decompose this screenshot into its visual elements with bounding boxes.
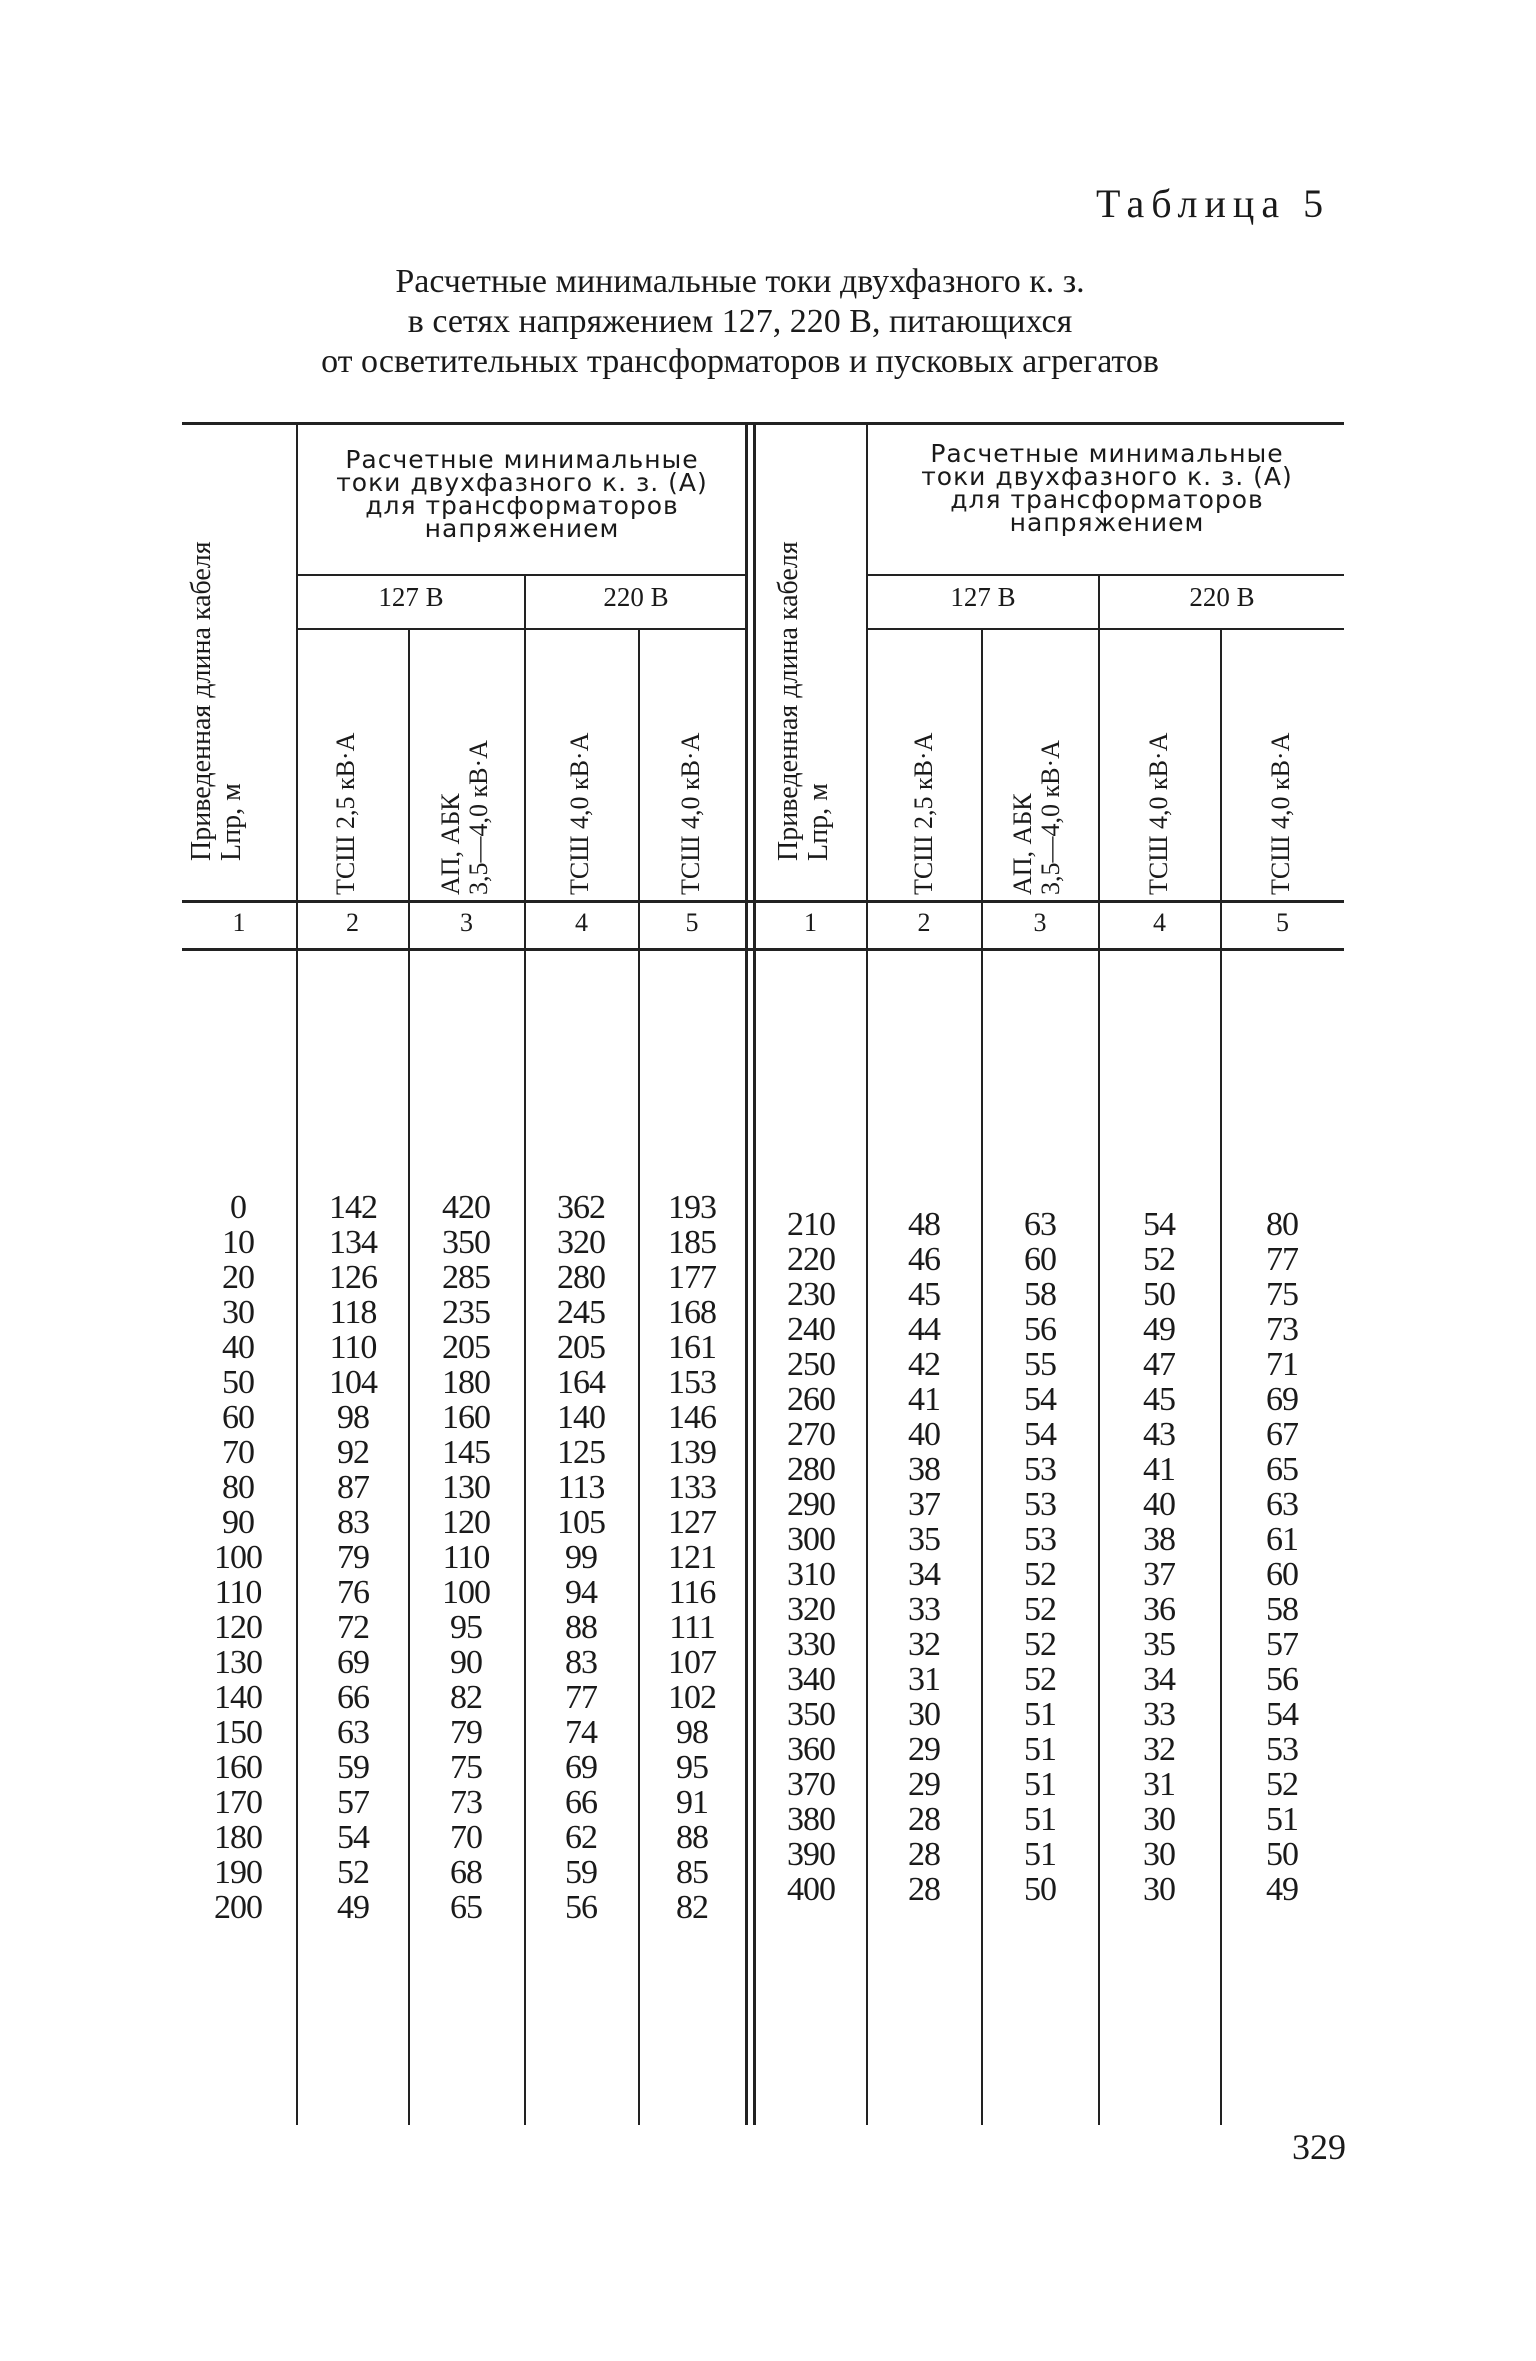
table-cell: 35 [1143, 1626, 1175, 1663]
table-cell: 28 [908, 1836, 940, 1873]
table-cell: 52 [1266, 1766, 1298, 1803]
table-cell: 370 [787, 1766, 835, 1803]
colnum-3-right: 3 [1033, 908, 1047, 937]
table-cell: 51 [1266, 1801, 1298, 1838]
table-cell: 40 [1143, 1486, 1175, 1523]
table-cell: 80 [222, 1469, 254, 1506]
table-cell: 70 [222, 1434, 254, 1471]
table-cell: 77 [565, 1679, 597, 1716]
table-cell: 75 [1266, 1276, 1298, 1313]
table-cell: 67 [1266, 1416, 1298, 1453]
table-cell: 107 [668, 1644, 716, 1681]
table-cell: 139 [668, 1434, 716, 1471]
table-cell: 126 [329, 1259, 377, 1296]
table-cell: 142 [329, 1189, 377, 1226]
table-cell: 79 [337, 1539, 369, 1576]
table-cell: 95 [676, 1749, 708, 1786]
table-cell: 146 [668, 1399, 716, 1436]
col-ap-left [410, 1190, 522, 1925]
table-cell: 57 [1266, 1626, 1298, 1663]
voltage-220-right: 220 В [1189, 582, 1255, 612]
table-cell: 71 [1266, 1346, 1298, 1383]
page-number: 329 [1292, 2127, 1346, 2167]
table-cell: 45 [908, 1276, 940, 1313]
table-cell: 50 [222, 1364, 254, 1401]
table-cell: 235 [442, 1294, 490, 1331]
table-cell: 180 [442, 1364, 490, 1401]
table-cell: 54 [1266, 1696, 1298, 1733]
table-cell: 260 [787, 1381, 835, 1418]
table-cell: 185 [668, 1224, 716, 1261]
table-cell: 52 [337, 1854, 369, 1891]
table-cell: 90 [450, 1644, 482, 1681]
table-cell: 77 [1266, 1241, 1298, 1278]
table-cell: 69 [565, 1749, 597, 1786]
group-rule-left [297, 574, 747, 576]
table-cell: 63 [1024, 1206, 1056, 1243]
table-cell: 161 [668, 1329, 716, 1366]
col-tssh40-right [1100, 1207, 1218, 1907]
table-cell: 51 [1024, 1836, 1056, 1873]
table-cell: 50 [1266, 1836, 1298, 1873]
table-cell: 52 [1024, 1661, 1056, 1698]
colnum-1-right: 1 [804, 908, 817, 937]
table-cell: 20 [222, 1259, 254, 1296]
table-cell: 140 [557, 1399, 605, 1436]
col-tssh40b-header-right: ТСШ 4,0 кВ·А [1266, 732, 1295, 895]
col-tssh40b-left [640, 1190, 744, 1925]
col-tssh25-header-left: ТСШ 2,5 кВ·А [331, 732, 360, 895]
table-cell: 110 [214, 1574, 262, 1611]
table-cell: 32 [908, 1626, 940, 1663]
table-cell: 60 [1024, 1241, 1056, 1278]
table-cell: 65 [1266, 1451, 1298, 1488]
table-cell: 52 [1143, 1241, 1175, 1278]
table-cell: 45 [1143, 1381, 1175, 1418]
col-tssh40b-header-left: ТСШ 4,0 кВ·А [676, 732, 705, 895]
table-cell: 37 [1143, 1556, 1175, 1593]
group-heading-right: Расчетные минимальные токи двухфазного к. з. (А) для трансформаторов напряжением [921, 439, 1293, 537]
table-cell: 58 [1266, 1591, 1298, 1628]
table-cell: 49 [1266, 1871, 1298, 1908]
table-cell: 10 [222, 1224, 254, 1261]
table-cell: 52 [1024, 1626, 1056, 1663]
table-cell: 62 [565, 1819, 597, 1856]
table-cell: 125 [557, 1434, 605, 1471]
table-cell: 360 [787, 1731, 835, 1768]
table-cell: 41 [908, 1381, 940, 1418]
table-cell: 30 [222, 1294, 254, 1331]
table-cell: 83 [337, 1504, 369, 1541]
table-cell: 59 [337, 1749, 369, 1786]
table-cell: 73 [450, 1784, 482, 1821]
table-cell: 30 [1143, 1801, 1175, 1838]
table-cell: 104 [329, 1364, 377, 1401]
table-cell: 205 [442, 1329, 490, 1366]
table-cell: 190 [214, 1854, 262, 1891]
col-tssh40-left [526, 1190, 636, 1925]
table-cell: 66 [337, 1679, 369, 1716]
table-cell: 70 [450, 1819, 482, 1856]
table-cell: 32 [1143, 1731, 1175, 1768]
table-cell: 0 [230, 1189, 246, 1226]
table-cell: 41 [1143, 1451, 1175, 1488]
table-cell: 380 [787, 1801, 835, 1838]
table-cell: 28 [908, 1871, 940, 1908]
table-cell: 56 [565, 1889, 597, 1926]
caption-line-2: в сетях напряжением 127, 220 В, питающихся [407, 303, 1073, 340]
table-cell: 87 [337, 1469, 369, 1506]
col-tssh25-left [300, 1190, 406, 1925]
table-cell: 74 [565, 1714, 597, 1751]
table-cell: 38 [1143, 1521, 1175, 1558]
table-cell: 120 [214, 1609, 262, 1646]
table-cell: 52 [1024, 1556, 1056, 1593]
table-cell: 170 [214, 1784, 262, 1821]
table-cell: 245 [557, 1294, 605, 1331]
table-cell: 362 [557, 1189, 605, 1226]
table-cell: 49 [1143, 1311, 1175, 1348]
table-cell: 68 [450, 1854, 482, 1891]
table-cell: 33 [908, 1591, 940, 1628]
table-cell: 50 [1024, 1871, 1056, 1908]
table-cell: 285 [442, 1259, 490, 1296]
table-cell: 56 [1024, 1311, 1056, 1348]
colnum-2-left: 2 [346, 908, 359, 937]
table-cell: 116 [668, 1574, 716, 1611]
table-top-rule [182, 422, 1344, 425]
table-cell: 61 [1266, 1521, 1298, 1558]
table-cell: 153 [668, 1364, 716, 1401]
length-header-left: Приведенная длина кабеля Lпр, м [186, 541, 247, 861]
table-cell: 79 [450, 1714, 482, 1751]
table-cell: 38 [908, 1451, 940, 1488]
table-cell: 56 [1266, 1661, 1298, 1698]
table-cell: 59 [565, 1854, 597, 1891]
table-cell: 420 [442, 1189, 490, 1226]
table-cell: 52 [1024, 1591, 1056, 1628]
table-cell: 82 [676, 1889, 708, 1926]
table-cell: 99 [565, 1539, 597, 1576]
table-cell: 47 [1143, 1346, 1175, 1383]
voltage-220-left: 220 В [603, 582, 669, 612]
caption-line-3: от осветительных трансформаторов и пусковых агрегатов [321, 343, 1159, 380]
table-cell: 400 [787, 1871, 835, 1908]
table-cell: 164 [557, 1364, 605, 1401]
table-cell: 75 [450, 1749, 482, 1786]
table-cell: 82 [450, 1679, 482, 1716]
col-ap-right [983, 1207, 1097, 1907]
table-cell: 193 [668, 1189, 716, 1226]
table-cell: 63 [337, 1714, 369, 1751]
table-cell: 48 [908, 1206, 940, 1243]
table-cell: 72 [337, 1609, 369, 1646]
table-cell: 43 [1143, 1416, 1175, 1453]
table-cell: 140 [214, 1679, 262, 1716]
table-cell: 110 [442, 1539, 490, 1576]
table-cell: 60 [1266, 1556, 1298, 1593]
table-cell: 51 [1024, 1696, 1056, 1733]
table-cell: 51 [1024, 1801, 1056, 1838]
table-cell: 98 [337, 1399, 369, 1436]
table-cell: 180 [214, 1819, 262, 1856]
table-cell: 88 [565, 1609, 597, 1646]
table-cell: 29 [908, 1731, 940, 1768]
col-tssh25-right [868, 1207, 980, 1907]
table-cell: 102 [668, 1679, 716, 1716]
table-cell: 76 [337, 1574, 369, 1611]
table-cell: 57 [337, 1784, 369, 1821]
table-cell: 54 [1143, 1206, 1175, 1243]
table-cell: 28 [908, 1801, 940, 1838]
table-cell: 240 [787, 1311, 835, 1348]
voltage-rule-left [297, 628, 747, 630]
table-cell: 95 [450, 1609, 482, 1646]
table-cell: 30 [1143, 1871, 1175, 1908]
table-cell: 36 [1143, 1591, 1175, 1628]
vrule-1 [296, 425, 298, 2125]
table-cell: 210 [787, 1206, 835, 1243]
table-cell: 134 [329, 1224, 377, 1261]
header-bottom-rule [182, 900, 1344, 903]
col-tssh40-header-right: ТСШ 4,0 кВ·А [1144, 732, 1173, 895]
table-cell: 44 [908, 1311, 940, 1348]
table-cell: 300 [787, 1521, 835, 1558]
table-cell: 46 [908, 1241, 940, 1278]
table-cell: 100 [214, 1539, 262, 1576]
table-cell: 54 [1024, 1381, 1056, 1418]
table-cell: 83 [565, 1644, 597, 1681]
table-cell: 200 [214, 1889, 262, 1926]
table-cell: 121 [668, 1539, 716, 1576]
table-cell: 177 [668, 1259, 716, 1296]
table-cell: 51 [1024, 1766, 1056, 1803]
table-cell: 53 [1024, 1451, 1056, 1488]
table-cell: 53 [1024, 1521, 1056, 1558]
table-cell: 63 [1266, 1486, 1298, 1523]
table-caption [180, 262, 1300, 382]
table-cell: 88 [676, 1819, 708, 1856]
group-rule-right [868, 574, 1344, 576]
table-cell: 350 [442, 1224, 490, 1261]
table-cell: 130 [442, 1469, 490, 1506]
table-cell: 54 [1024, 1416, 1056, 1453]
table-cell: 58 [1024, 1276, 1056, 1313]
table-cell: 270 [787, 1416, 835, 1453]
column-number-rule [182, 948, 1344, 951]
table-cell: 230 [787, 1276, 835, 1313]
table-cell: 280 [787, 1451, 835, 1488]
table-cell: 91 [676, 1784, 708, 1821]
table-cell: 390 [787, 1836, 835, 1873]
table-cell: 65 [450, 1889, 482, 1926]
col-ap-header-right: АП, АБК 3,5—4,0 кВ·А [1008, 740, 1065, 895]
table-cell: 54 [337, 1819, 369, 1856]
table-cell: 150 [214, 1714, 262, 1751]
table-cell: 40 [222, 1329, 254, 1366]
table-cell: 73 [1266, 1311, 1298, 1348]
table-cell: 220 [787, 1241, 835, 1278]
table-cell: 120 [442, 1504, 490, 1541]
table-cell: 168 [668, 1294, 716, 1331]
table-cell: 40 [908, 1416, 940, 1453]
table-cell: 33 [1143, 1696, 1175, 1733]
table-cell: 42 [908, 1346, 940, 1383]
colnum-1-left: 1 [232, 908, 246, 937]
colnum-5-right: 5 [1276, 908, 1289, 937]
table-cell: 34 [1143, 1661, 1175, 1698]
table-cell: 69 [337, 1644, 369, 1681]
table-cell: 29 [908, 1766, 940, 1803]
colnum-2-right: 2 [917, 908, 931, 937]
table-cell: 50 [1143, 1276, 1175, 1313]
table-label: Таблица 5 [1096, 181, 1331, 226]
table-cell: 53 [1266, 1731, 1298, 1768]
table-cell: 280 [557, 1259, 605, 1296]
length-header-right: Приведенная длина кабеля Lпр, м [773, 541, 834, 861]
table-cell: 90 [222, 1504, 254, 1541]
table-cell: 320 [557, 1224, 605, 1261]
colnum-4-right: 4 [1153, 908, 1166, 937]
col-length-right [756, 1207, 866, 1907]
table-cell: 127 [668, 1504, 716, 1541]
table-cell: 51 [1024, 1731, 1056, 1768]
col-tssh40b-right [1222, 1207, 1342, 1907]
table-cell: 30 [908, 1696, 940, 1733]
table-cell: 49 [337, 1889, 369, 1926]
table-cell: 160 [214, 1749, 262, 1786]
col-tssh40-header-left: ТСШ 4,0 кВ·А [565, 732, 594, 895]
table-cell: 330 [787, 1626, 835, 1663]
table-cell: 320 [787, 1591, 835, 1628]
table-cell: 100 [442, 1574, 490, 1611]
table-cell: 55 [1024, 1346, 1056, 1383]
table-cell: 60 [222, 1399, 254, 1436]
table-cell: 66 [565, 1784, 597, 1821]
table-cell: 69 [1266, 1381, 1298, 1418]
table-cell: 290 [787, 1486, 835, 1523]
table-cell: 105 [557, 1504, 605, 1541]
table-cell: 118 [329, 1294, 377, 1331]
table-cell: 80 [1266, 1206, 1298, 1243]
col-ap-header-left: АП, АБК 3,5—4,0 кВ·А [436, 740, 493, 895]
caption-line-1: Расчетные минимальные токи двухфазного к. з. [395, 263, 1085, 300]
colnum-5-left: 5 [685, 908, 699, 937]
table-cell: 250 [787, 1346, 835, 1383]
table-cell: 113 [557, 1469, 605, 1506]
table-cell: 110 [329, 1329, 377, 1366]
table-cell: 350 [787, 1696, 835, 1733]
table-cell: 37 [908, 1486, 940, 1523]
table-cell: 92 [337, 1434, 369, 1471]
voltage-rule-right [868, 628, 1344, 630]
table-cell: 340 [787, 1661, 835, 1698]
table-cell: 85 [676, 1854, 708, 1891]
table-cell: 30 [1143, 1836, 1175, 1873]
colnum-3-left: 3 [460, 908, 473, 937]
colnum-4-left: 4 [575, 908, 588, 937]
table-cell: 111 [669, 1609, 715, 1646]
voltage-127-left: 127 В [378, 582, 444, 612]
table-cell: 31 [1143, 1766, 1175, 1803]
table-cell: 205 [557, 1329, 605, 1366]
voltage-127-right: 127 В [950, 582, 1016, 612]
table-cell: 133 [668, 1469, 716, 1506]
table-cell: 94 [565, 1574, 597, 1611]
table-cell: 31 [908, 1661, 940, 1698]
table-cell: 98 [676, 1714, 708, 1751]
col-length-left [200, 1190, 276, 1925]
table-cell: 145 [442, 1434, 490, 1471]
table-cell: 160 [442, 1399, 490, 1436]
vrule-divider-a [745, 425, 748, 2125]
table-cell: 130 [214, 1644, 262, 1681]
table-cell: 310 [787, 1556, 835, 1593]
table-cell: 34 [908, 1556, 940, 1593]
table-cell: 35 [908, 1521, 940, 1558]
col-tssh25-header-right: ТСШ 2,5 кВ·А [909, 732, 938, 895]
table-cell: 53 [1024, 1486, 1056, 1523]
group-heading-left: Расчетные минимальные токи двухфазного к. з. (А) для трансформаторов напряжением [336, 445, 708, 543]
